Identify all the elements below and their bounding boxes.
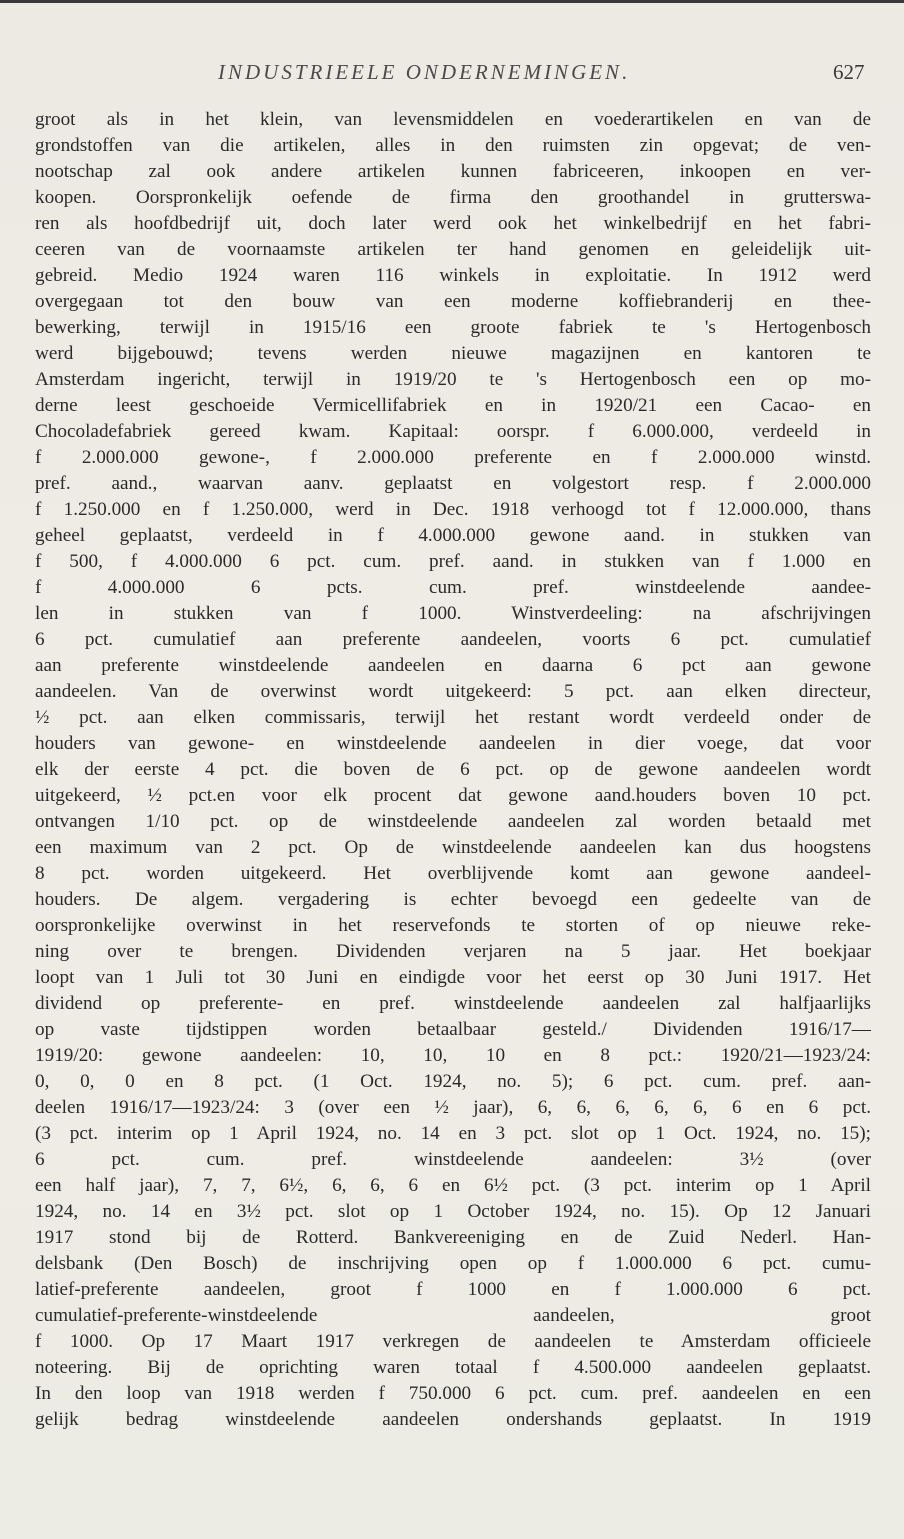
text-line: op vaste tijdstippen worden betaalbaar gesteld./ Dividenden 1916/17— xyxy=(35,1019,871,1040)
text-line: ren als hoofdbedrijf uit, doch later werd ook het winkelbedrijf en het fabri- xyxy=(35,213,871,234)
page-header xyxy=(0,56,904,90)
text-line: aan preferente winstdeelende aandeelen en daarna 6 pct aan gewone xyxy=(35,655,871,676)
text-line: 1919/20: gewone aandeelen: 10, 10, 10 en 8 pct.: 1920/21—1923/24: xyxy=(35,1045,871,1066)
text-line: ½ pct. aan elken commissaris, terwijl het restant wordt verdeeld onder de xyxy=(35,707,871,728)
text-line: cumulatief-preferente-winstdeelende aandeelen, groot xyxy=(35,1305,871,1326)
text-line: 8 pct. worden uitgekeerd. Het overblijvende komt aan gewone aandeel- xyxy=(35,863,871,884)
text-line: elk der eerste 4 pct. die boven de 6 pct. op de gewone aandeelen wordt xyxy=(35,759,871,780)
text-line: derne leest geschoeide Vermicellifabriek en in 1920/21 een Cacao- en xyxy=(35,395,871,416)
text-line: groot als in het klein, van levensmiddelen en voederartikelen en van de xyxy=(35,109,871,130)
text-line: houders. De algem. vergadering is echter bevoegd een gedeelte van de xyxy=(35,889,871,910)
text-line: noteering. Bij de oprichting waren totaal f 4.500.000 aandeelen geplaatst. xyxy=(35,1357,871,1378)
text-line: ning over te brengen. Dividenden verjaren na 5 jaar. Het boekjaar xyxy=(35,941,871,962)
text-line: loopt van 1 Juli tot 30 Juni en eindigde voor het eerst op 30 Juni 1917. Het xyxy=(35,967,871,988)
page-number: 627 xyxy=(833,60,865,84)
text-line: latief-preferente aandeelen, groot f 1000 en f 1.000.000 6 pct. xyxy=(35,1279,871,1300)
text-line: (3 pct. interim op 1 April 1924, no. 14 en 3 pct. slot op 1 Oct. 1924, no. 15); xyxy=(35,1123,871,1144)
text-line: f 1.250.000 en f 1.250.000, werd in Dec. 1918 verhoogd tot f 12.000.000, thans xyxy=(35,499,871,520)
text-line: f 2.000.000 gewone-, f 2.000.000 preferente en f 2.000.000 winstd. xyxy=(35,447,871,468)
text-line: oorspronkelijke overwinst in het reservefonds te storten of op nieuwe reke- xyxy=(35,915,871,936)
text-line: uitgekeerd, ½ pct.en voor elk procent dat gewone aand.houders boven 10 pct. xyxy=(35,785,871,806)
text-line: f 500, f 4.000.000 6 pct. cum. pref. aand. in stukken van f 1.000 en xyxy=(35,551,871,572)
text-line: delsbank (Den Bosch) de inschrijving open op f 1.000.000 6 pct. cumu- xyxy=(35,1253,871,1274)
text-line: aandeelen. Van de overwinst wordt uitgekeerd: 5 pct. aan elken directeur, xyxy=(35,681,871,702)
text-line: gelijk bedrag winstdeelende aandeelen ondershands geplaatst. In 1919 xyxy=(35,1409,871,1430)
text-line: 6 pct. cum. pref. winstdeelende aandeelen: 3½ (over xyxy=(35,1149,871,1170)
text-line: dividend op preferente- en pref. winstdeelende aandeelen zal halfjaarlijks xyxy=(35,993,871,1014)
text-line: overgegaan tot den bouw van een moderne koffiebranderij en thee- xyxy=(35,291,871,312)
text-line: 0, 0, 0 en 8 pct. (1 Oct. 1924, no. 5); 6 pct. cum. pref. aan- xyxy=(35,1071,871,1092)
text-line: 6 pct. cumulatief aan preferente aandeelen, voorts 6 pct. cumulatief xyxy=(35,629,871,650)
top-border-line xyxy=(0,0,904,3)
running-head: INDUSTRIEELE ONDERNEMINGEN. xyxy=(218,60,631,84)
text-line: 1917 stond bij de Rotterd. Bankvereeniging en de Zuid Nederl. Han- xyxy=(35,1227,871,1248)
text-line: werd bijgebouwd; tevens werden nieuwe magazijnen en kantoren te xyxy=(35,343,871,364)
text-line: Amsterdam ingericht, terwijl in 1919/20 te 's Hertogenbosch een op mo- xyxy=(35,369,871,390)
text-line: houders van gewone- en winstdeelende aandeelen in dier voege, dat voor xyxy=(35,733,871,754)
text-line: gebreid. Medio 1924 waren 116 winkels in exploitatie. In 1912 werd xyxy=(35,265,871,286)
text-line: ontvangen 1/10 pct. op de winstdeelende aandeelen zal worden betaald met xyxy=(35,811,871,832)
text-line: f 4.000.000 6 pcts. cum. pref. winstdeelende aandee- xyxy=(35,577,871,598)
text-line: 1924, no. 14 en 3½ pct. slot op 1 October 1924, no. 15). Op 12 Januari xyxy=(35,1201,871,1222)
text-line: een maximum van 2 pct. Op de winstdeelende aandeelen kan dus hoogstens xyxy=(35,837,871,858)
text-line: bewerking, terwijl in 1915/16 een groote fabriek te 's Hertogenbosch xyxy=(35,317,871,338)
text-line: nootschap zal ook andere artikelen kunnen fabriceeren, inkoopen en ver- xyxy=(35,161,871,182)
text-line: pref. aand., waarvan aanv. geplaatst en volgestort resp. f 2.000.000 xyxy=(35,473,871,494)
text-line: Chocoladefabriek gereed kwam. Kapitaal: oorspr. f 6.000.000, verdeeld in xyxy=(35,421,871,442)
body-text xyxy=(35,107,871,1433)
text-line: grondstoffen van die artikelen, alles in den ruimsten zin opgevat; de ven- xyxy=(35,135,871,156)
text-line: In den loop van 1918 werden f 750.000 6 pct. cum. pref. aandeelen en een xyxy=(35,1383,871,1404)
text-line: ceeren van de voornaamste artikelen ter hand genomen en geleidelijk uit- xyxy=(35,239,871,260)
text-line: een half jaar), 7, 7, 6½, 6, 6, 6 en 6½ pct. (3 pct. interim op 1 April xyxy=(35,1175,871,1196)
text-line: len in stukken van f 1000. Winstverdeeling: na afschrijvingen xyxy=(35,603,871,624)
text-line: deelen 1916/17—1923/24: 3 (over een ½ jaar), 6, 6, 6, 6, 6, 6 en 6 pct. xyxy=(35,1097,871,1118)
text-line: koopen. Oorspronkelijk oefende de firma den groothandel in grutterswa- xyxy=(35,187,871,208)
text-line: f 1000. Op 17 Maart 1917 verkregen de aandeelen te Amsterdam officieele xyxy=(35,1331,871,1352)
text-line: geheel geplaatst, verdeeld in f 4.000.000 gewone aand. in stukken van xyxy=(35,525,871,546)
